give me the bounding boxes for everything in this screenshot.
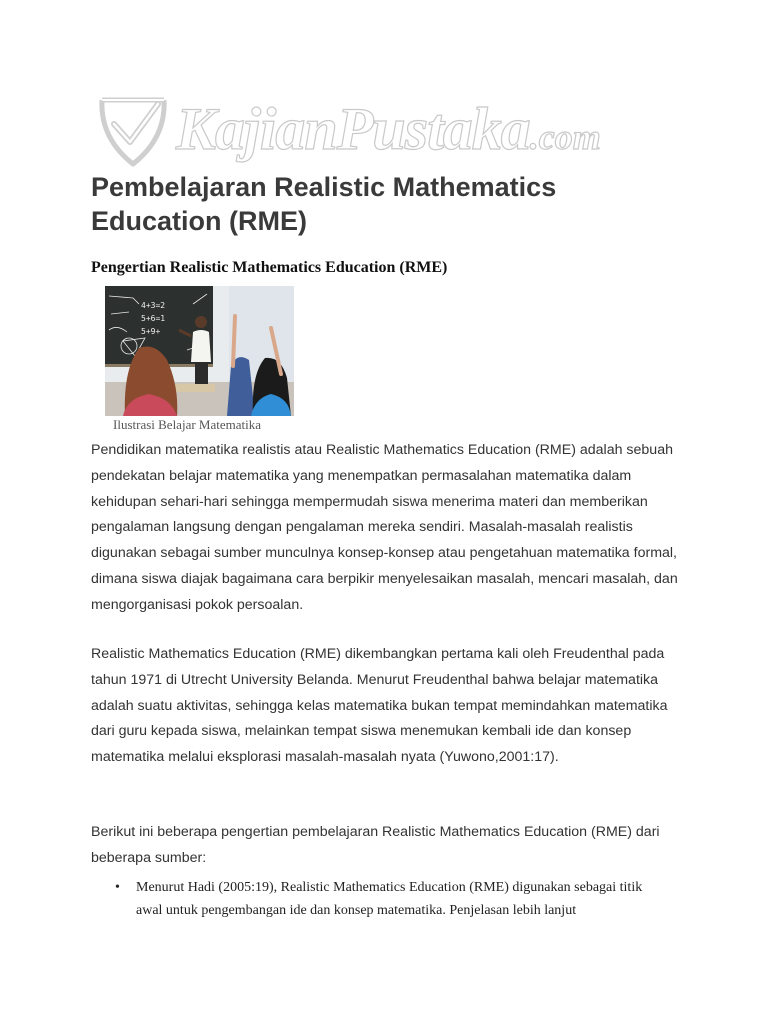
checkmark-seal-icon [96,94,170,168]
section-heading: Pengertian Realistic Mathematics Education (RME) [91,259,448,276]
bullet-icon: • [115,880,120,895]
figure-caption: Ilustrasi Belajar Matematika [113,417,262,432]
watermark-text-main: KajianPustaka [176,96,530,162]
watermark-logo [96,92,636,174]
list-item-text: Menurut Hadi (2005:19), Realistic Mathematics Education (RME) digunakan sebagai titik awal untuk pengembangan ide dan konsep matematika. Penjelasan lebih lanjut [136,880,643,918]
board-line-3: 5+9+ [141,327,161,336]
board-line-2: 5+6=1 [141,314,166,323]
list-item [112,876,672,922]
classroom-illustration [105,286,294,416]
source-list [112,876,672,922]
watermark-text-suffix: .com [529,117,601,157]
board-line-1: 4+3=2 [141,301,166,310]
paragraph: Pendidikan matematika realistis atau Realistic Mathematics Education (RME) adalah sebuah pendekatan belajar matematika yang menempatkan permasalahan matematika dalam kehidupan sehari-hari sehingga mempermudah siswa menerima materi dan memberikan pengalaman langsung dengan pengalaman mereka sendiri. Masalah-masalah realistis digunakan sebagai sumber munculnya konsep-konsep atau pengetahuan matematika formal, dimana siswa diajak bagaimana cara berpikir menyelesaikan masalah, mencari masalah, dan mengorganisasi pokok persoalan. [91,442,678,613]
page-title: Pembelajaran Realistic Mathematics Education (RME) [91,172,557,236]
paragraph: Berikut ini beberapa pengertian pembelajaran Realistic Mathematics Education (RME) dari beberapa sumber: [91,824,660,866]
paragraph: Realistic Mathematics Education (RME) dikembangkan pertama kali oleh Freudenthal pada tahun 1971 di Utrecht University Belanda. Menurut Freudenthal bahwa belajar matematika adalah suatu aktivitas, sehingga kelas matematika bukan tempat memindahkan matematika dari guru kepada siswa, melainkan tempat siswa menemukan kembali ide dan konsep matematika melalui eksplorasi masalah-masalah nyata (Yuwono,2001:17). [91,646,668,766]
watermark-text [176,94,601,172]
